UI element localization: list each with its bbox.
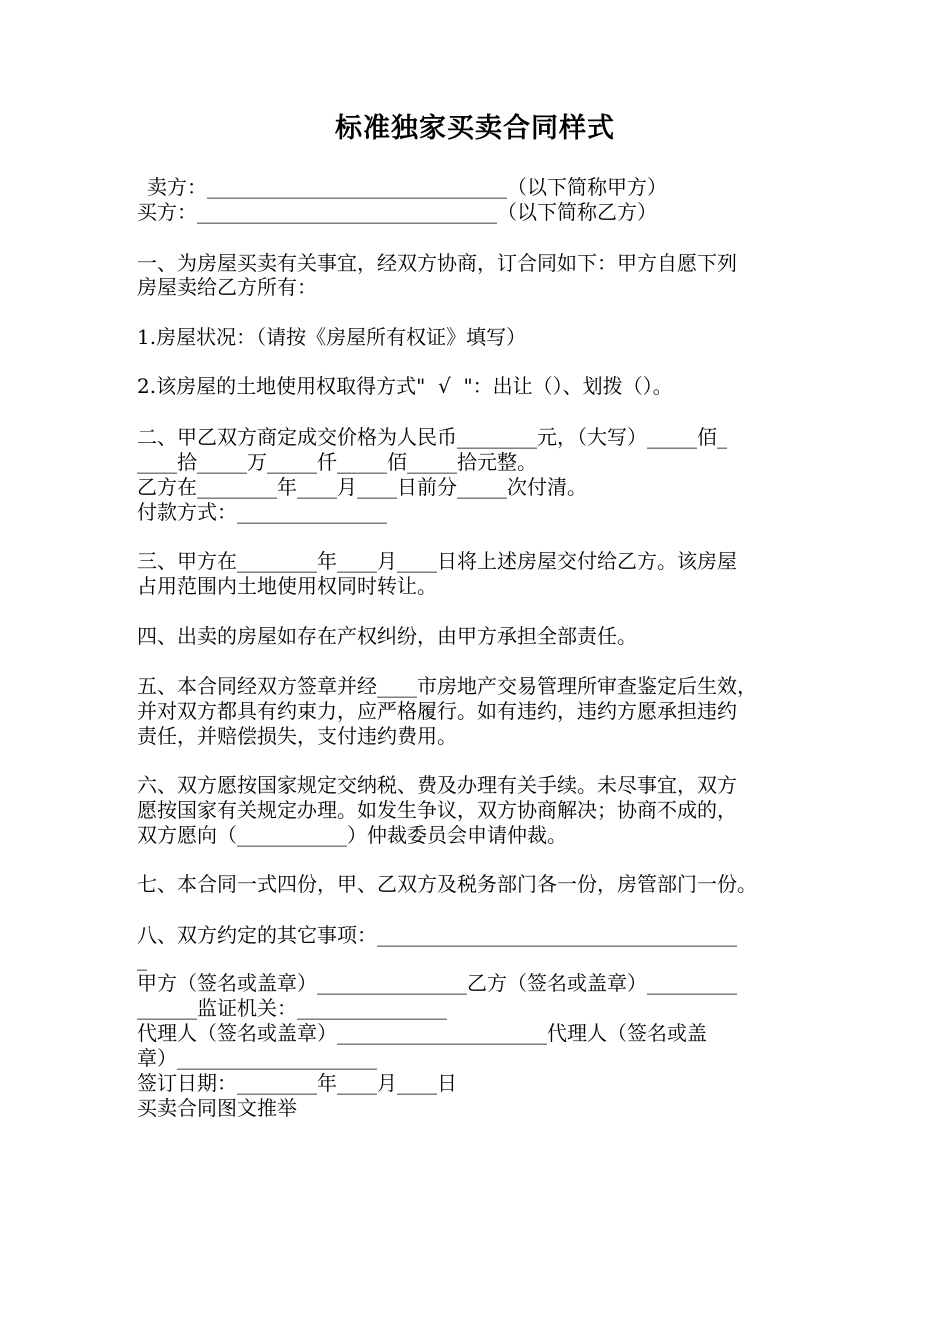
clause-4-line: 四、出卖的房屋如存在产权纠纷，由甲方承担全部责任。 (137, 624, 637, 648)
signature-line-1: 甲方（签名或盖章）_______________乙方（签名或盖章）_________ (137, 971, 737, 995)
item-2-land-use: 2.该房屋的土地使用权取得方式" √ "：出让（）、划拨（）。 (137, 374, 673, 398)
clause-5-line-1: 五、本合同经双方签章并经____市房地产交易管理所审查鉴定后生效， (137, 674, 757, 698)
clause-3-line-2: 占用范围内土地使用权同时转让。 (137, 574, 437, 598)
clause-3-line-1: 三、甲方在________年____月____日将上述房屋交付给乙方。该房屋 (137, 549, 737, 573)
clause-5-line-3: 责任，并赔偿损失，支付违约费用。 (137, 724, 457, 748)
signature-line-2: ______监证机关：_______________ (137, 996, 447, 1020)
payment-method-line: 付款方式：_______________ (137, 500, 387, 524)
seller-line: 卖方：______________________________（以下简称甲方） (147, 175, 667, 199)
agent-signature-line-1: 代理人（签名或盖章）_____________________代理人（签名或盖 (137, 1021, 707, 1045)
document-title: 标准独家买卖合同样式 (335, 113, 615, 144)
clause-2-line-1: 二、甲乙双方商定成交价格为人民币________元，（大写）_____佰_ (137, 425, 727, 449)
sign-date-line: 签订日期：________年____月____日 (137, 1071, 457, 1095)
buyer-line: 买方：______________________________（以下简称乙方） (137, 200, 657, 224)
clause-1-line-2: 房屋卖给乙方所有： (137, 275, 317, 299)
clause-6-line-1: 六、双方愿按国家规定交纳税、费及办理有关手续。未尽事宜，双方 (137, 773, 737, 797)
item-1-house-status: 1.房屋状况：（请按《房屋所有权证》填写） (137, 325, 527, 349)
agent-signature-line-2: 章）____________________ (137, 1046, 377, 1070)
clause-1-line-1: 一、为房屋买卖有关事宜，经双方协商，订合同如下：甲方自愿下列 (137, 251, 737, 275)
clause-6-line-2: 愿按国家有关规定办理。如发生争议，双方协商解决；协商不成的， (137, 798, 737, 822)
clause-8-line-2: _ (137, 947, 147, 971)
clause-8-line-1: 八、双方约定的其它事项：____________________________________ (137, 923, 737, 947)
clause-2-line-2: ____拾_____万_____仟_____佰_____拾元整。 (137, 450, 537, 474)
clause-5-line-2: 并对双方都具有约束力，应严格履行。如有违约，违约方愿承担违约 (137, 699, 737, 723)
clause-2-line-3: 乙方在________年____月____日前分_____次付清。 (137, 475, 587, 499)
footer-recommend-line: 买卖合同图文推举 (137, 1096, 297, 1120)
clause-7-line: 七、本合同一式四份，甲、乙双方及税务部门各一份，房管部门一份。 (137, 872, 757, 896)
clause-6-line-3: 双方愿向（___________）仲裁委员会申请仲裁。 (137, 823, 567, 847)
